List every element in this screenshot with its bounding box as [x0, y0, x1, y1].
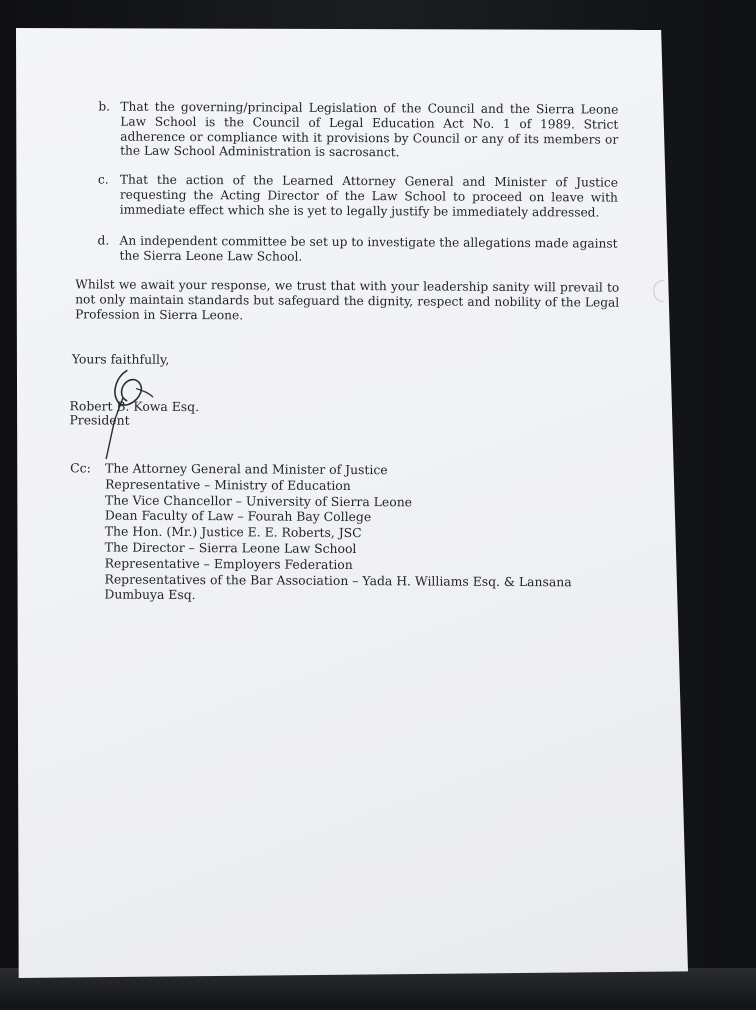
cc-recipient: The Hon. (Mr.) Justice E. E. Roberts, JSC — [104, 523, 362, 541]
clause-d — [97, 233, 617, 266]
signatory-title: President — [69, 412, 130, 428]
cc-list — [104, 461, 635, 606]
signatory-name: Robert B. Kowa Esq. — [69, 398, 200, 415]
clause-text: An independent committee be set up to investigate the allegations made against the Sierra Leone Law School. — [119, 233, 618, 264]
cc-recipient: Representatives of the Bar Association – Yada H. Williams Esq. & Lansana Dumbuya Esq. — [104, 571, 572, 603]
cc-recipient: The Director – Sierra Leone Law School — [104, 539, 357, 557]
closing-paragraph: Whilst we await your response, we trust that with your leadership sanity will prevail to not only maintain standards but safeguard the dignity, respect and nobility of the Legal Profession in Sierra Leone. — [75, 277, 620, 323]
clause-c — [98, 172, 618, 220]
cc-recipient: The Vice Chancellor – University of Sierra Leone — [104, 492, 413, 509]
salutation: Yours faithfully, — [71, 351, 170, 367]
clause-b — [98, 99, 618, 161]
cc-recipient: Representative – Ministry of Education — [105, 476, 351, 493]
cc-recipient: Representative – Employers Federation — [104, 555, 353, 572]
clause-letter: c. — [97, 172, 109, 187]
cc-label: Cc: — [70, 460, 91, 476]
cc-recipient: Dean Faculty of Law – Fourah Bay College — [104, 507, 372, 525]
clause-text: That the governing/principal Legislation of the Council and the Sierra Leone Law School is the Council of Legal Education Act No. 1 of 1989. Strict adherence or compliance with it provisions by Council or any of its members or the Law School Administration is sacrosanct. — [120, 99, 619, 160]
cc-recipient: The Attorney General and Minister of Justice — [105, 460, 388, 478]
clause-letter: b. — [98, 99, 111, 114]
clause-letter: d. — [97, 233, 110, 248]
clause-text: That the action of the Learned Attorney General and Minister of Justice requesting the Acting Director of the Law School to proceed on leave with immediate effect which she is yet to legally justify be immediately addressed. — [119, 172, 618, 220]
punch-hole — [653, 280, 664, 302]
